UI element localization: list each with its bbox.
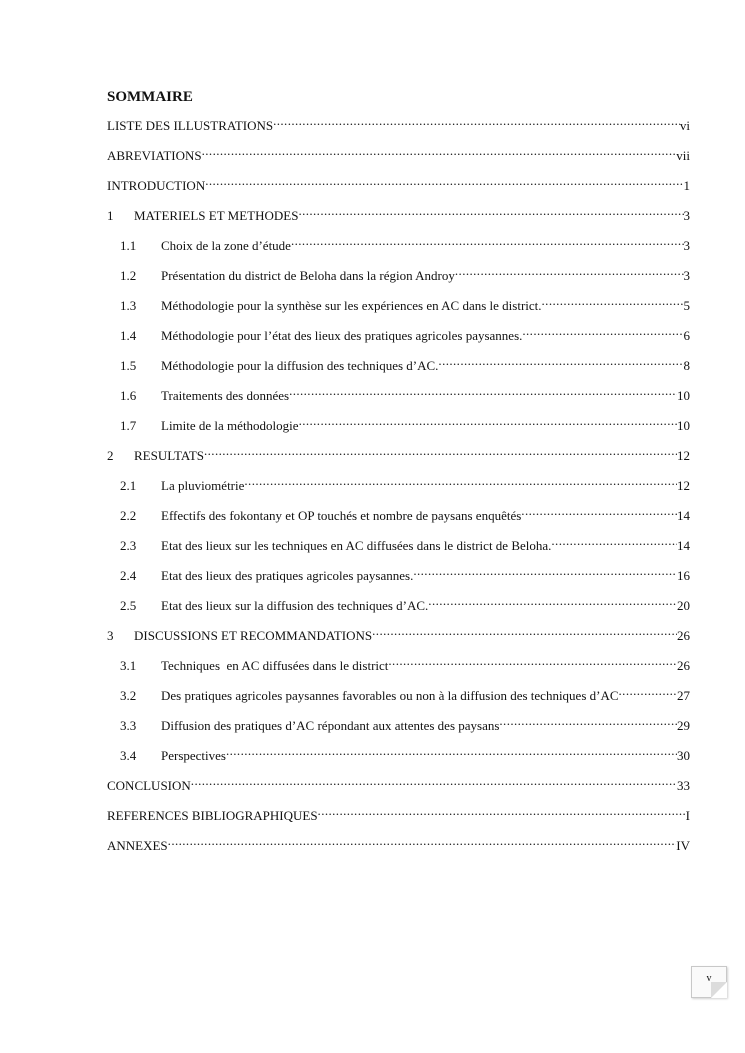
toc-entry-page: vii: [676, 148, 690, 163]
toc-leader-dots: [428, 594, 677, 610]
toc-entry-number: 2.4: [120, 568, 137, 583]
toc-leader-dots: [551, 534, 677, 550]
toc-entry-label: MATERIELS ET METHODES: [134, 208, 299, 223]
toc-entry[interactable]: [120, 384, 690, 403]
toc-entry-number: 2.3: [120, 538, 137, 553]
toc-entry-number: 2.5: [120, 598, 137, 613]
toc-entry-number: 1.4: [120, 328, 137, 343]
toc-entry-number: 3.2: [120, 688, 137, 703]
toc-leader-dots: [226, 744, 677, 760]
toc-entry[interactable]: [107, 444, 690, 463]
toc-entry[interactable]: [120, 294, 690, 313]
toc-leader-dots: [299, 414, 677, 430]
toc-leader-dots: [388, 654, 677, 670]
toc-entry-label: Techniques en AC diffusées dans le district: [161, 658, 389, 673]
toc-entry[interactable]: [120, 414, 690, 433]
toc-leader-dots: [619, 684, 677, 700]
toc-entry[interactable]: [107, 144, 690, 163]
toc-entry-page: 26: [677, 628, 690, 643]
toc-leader-dots: [521, 504, 677, 520]
toc-leader-dots: [244, 474, 677, 490]
toc-entry[interactable]: [107, 804, 690, 823]
toc-entry-number: 3.1: [120, 658, 137, 673]
toc-entry-label: CONCLUSION: [107, 778, 191, 793]
toc-entry-label: Traitements des données: [161, 388, 290, 403]
toc-entry-page: 26: [677, 658, 690, 673]
toc-entry[interactable]: [107, 774, 690, 793]
toc-leader-dots: [318, 804, 686, 820]
toc-entry-label: DISCUSSIONS ET RECOMMANDATIONS: [134, 628, 373, 643]
toc-entry[interactable]: [107, 114, 690, 133]
toc-entry-page: 14: [677, 508, 690, 523]
toc-entry-page: 20: [677, 598, 690, 613]
toc-entry[interactable]: [107, 834, 690, 853]
toc-entry-label: Des pratiques agricoles paysannes favorables ou non à la diffusion des techniques d’AC: [161, 688, 619, 703]
toc-entry-page: 12: [677, 448, 690, 463]
toc-entry-number: 2: [107, 448, 114, 463]
toc-leader-dots: [542, 294, 684, 310]
toc-leader-dots: [202, 144, 677, 160]
toc-entry[interactable]: [120, 744, 690, 763]
toc-leader-dots: [291, 234, 684, 250]
toc-entry-page: 29: [677, 718, 690, 733]
toc-entry-page: 14: [677, 538, 690, 553]
toc-entry[interactable]: [120, 564, 690, 583]
page-number: v: [706, 973, 712, 984]
toc-entry-label: RESULTATS: [134, 448, 204, 463]
toc-entry-label: REFERENCES BIBLIOGRAPHIQUES: [107, 808, 318, 823]
toc-leader-dots: [289, 384, 677, 400]
toc-entry-page: vi: [679, 118, 690, 133]
toc-entry-page: 33: [677, 778, 690, 793]
toc-entry-number: 1.1: [120, 238, 137, 253]
toc-leader-dots: [455, 264, 684, 280]
toc-entry-label: Méthodologie pour l’état des lieux des pratiques agricoles paysannes.: [161, 328, 523, 343]
toc-entry[interactable]: [120, 234, 690, 253]
toc-entry-label: Présentation du district de Beloha dans la région Androy: [161, 268, 455, 283]
toc-entry-label: Etat des lieux sur les techniques en AC diffusées dans le district de Beloha.: [161, 538, 552, 553]
toc-entry[interactable]: [120, 474, 690, 493]
toc-leader-dots: [522, 324, 683, 340]
toc-entry[interactable]: [120, 684, 690, 703]
toc-entry-page: IV: [676, 838, 690, 853]
toc-entry-page: 27: [677, 688, 690, 703]
toc-entry-number: 3.3: [120, 718, 137, 733]
toc-entry-number: 1.7: [120, 418, 137, 433]
toc-entry-label: Perspectives: [161, 748, 226, 763]
toc-entry-page: 6: [683, 328, 690, 343]
page-number-box: [691, 966, 727, 998]
toc-entry-page: 8: [683, 358, 690, 373]
toc-entry-page: I: [685, 808, 690, 823]
toc-leader-dots: [191, 774, 677, 790]
toc-entry[interactable]: [120, 594, 690, 613]
toc-entry-label: La pluviométrie: [161, 478, 245, 493]
toc-entry-number: 2.2: [120, 508, 137, 523]
toc-leader-dots: [438, 354, 683, 370]
toc-leader-dots: [168, 834, 677, 850]
toc-entry[interactable]: [120, 264, 690, 283]
toc-entry-label: ANNEXES: [107, 838, 168, 853]
toc-leader-dots: [499, 714, 677, 730]
toc-entry-label: Limite de la méthodologie: [161, 418, 299, 433]
toc-entry[interactable]: [120, 534, 690, 553]
toc-leader-dots: [298, 204, 683, 220]
toc-entry-number: 3.4: [120, 748, 137, 763]
toc-entry-page: 30: [677, 748, 690, 763]
toc-entry-page: 3: [683, 238, 690, 253]
toc-leader-dots: [273, 114, 680, 130]
toc-leader-dots: [205, 174, 683, 190]
toc-entry-label: ABREVIATIONS: [107, 148, 202, 163]
toc-entry-page: 16: [677, 568, 690, 583]
toc-entry-page: 10: [677, 418, 690, 433]
page-title: SOMMAIRE: [107, 89, 193, 105]
toc-entry-label: Méthodologie pour la diffusion des techniques d’AC.: [161, 358, 439, 373]
toc-entry-page: 1: [683, 178, 690, 193]
toc-entry-page: 5: [683, 298, 690, 313]
toc-leader-dots: [372, 624, 677, 640]
toc-entry-page: 3: [683, 208, 690, 223]
toc-entry-page: 3: [683, 268, 690, 283]
toc-entry[interactable]: [107, 174, 690, 193]
toc-entry-number: 2.1: [120, 478, 137, 493]
toc-leader-dots: [204, 444, 677, 460]
toc-entry-label: Effectifs des fokontany et OP touchés et nombre de paysans enquêtés: [161, 508, 522, 523]
toc-entry-page: 10: [677, 388, 690, 403]
toc-entry[interactable]: [120, 354, 690, 373]
toc-entry-label: Etat des lieux sur la diffusion des techniques d’AC.: [161, 598, 429, 613]
toc-leader-dots: [413, 564, 677, 580]
toc-entry-number: 1.3: [120, 298, 137, 313]
toc-entry-page: 12: [677, 478, 690, 493]
toc-entry[interactable]: [120, 654, 690, 673]
toc-entry[interactable]: [120, 714, 690, 733]
toc-entry-label: Etat des lieux des pratiques agricoles paysannes.: [161, 568, 414, 583]
toc-entry-label: Méthodologie pour la synthèse sur les expériences en AC dans le district.: [161, 298, 542, 313]
page-curl-icon: [711, 982, 727, 998]
toc-entry-label: LISTE DES ILLUSTRATIONS: [107, 118, 274, 133]
toc-entry-number: 3: [107, 628, 114, 643]
toc-entry-number: 1: [107, 208, 114, 223]
toc-entry-label: INTRODUCTION: [107, 178, 206, 193]
toc-entry-label: Diffusion des pratiques d’AC répondant aux attentes des paysans: [161, 718, 500, 733]
toc-entry-number: 1.6: [120, 388, 137, 403]
toc-entry[interactable]: [107, 204, 690, 223]
toc-entry[interactable]: [120, 324, 690, 343]
toc-entry-label: Choix de la zone d’étude: [161, 238, 291, 253]
toc-entry-number: 1.5: [120, 358, 137, 373]
toc-entry[interactable]: [120, 504, 690, 523]
toc-entry-number: 1.2: [120, 268, 137, 283]
toc-entry[interactable]: [107, 624, 690, 643]
